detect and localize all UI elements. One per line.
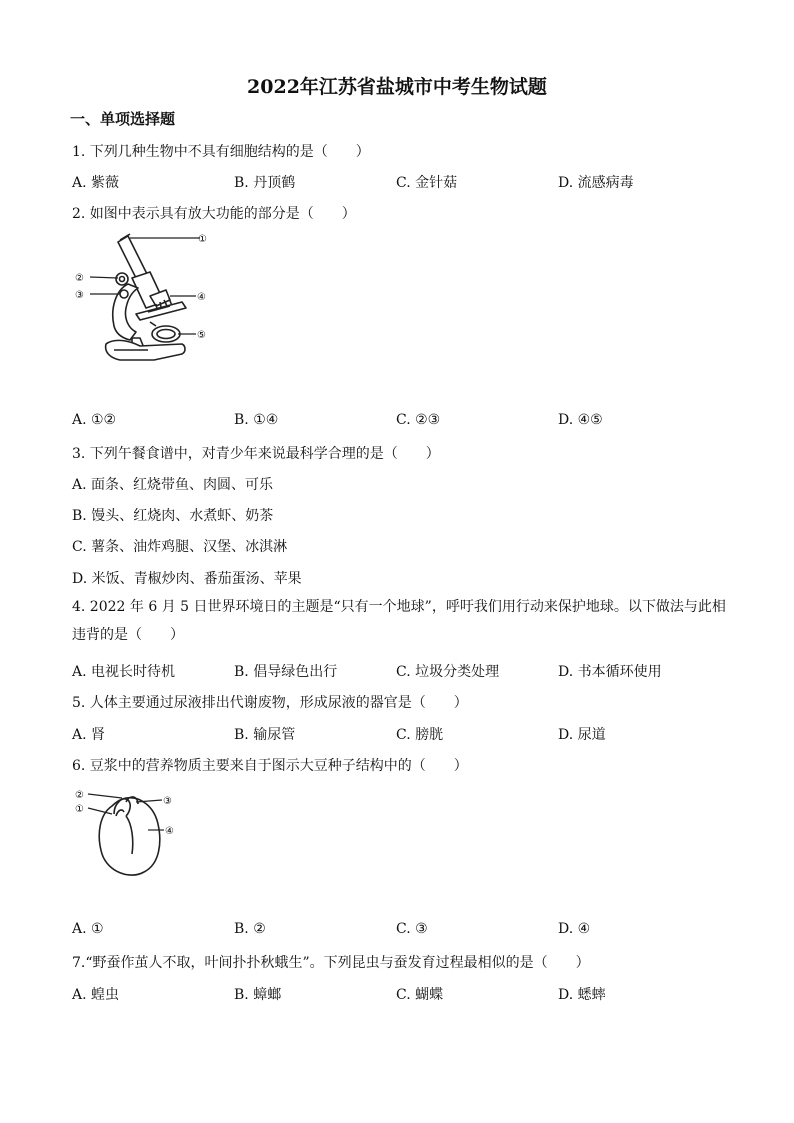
q2-option-c: C. ②③ [396, 412, 441, 428]
q2-option-d: D. ④⑤ [558, 412, 603, 428]
question-5-stem: 5. 人体主要通过尿液排出代谢废物，形成尿液的器官是（ ） [72, 695, 468, 711]
question-1-stem: 1. 下列几种生物中不具有细胞结构的是（ ） [72, 144, 370, 160]
microscope-label-4: ④ [197, 292, 206, 303]
q6-option-a: A. ① [72, 921, 104, 937]
seed-label-3: ③ [163, 796, 172, 807]
q2-option-a: A. ①② [72, 412, 117, 428]
microscope-label-1: ① [198, 234, 207, 245]
q7-option-a: A. 蝗虫 [72, 987, 120, 1003]
q3-option-b: B. 馒头、红烧肉、水煮虾、奶茶 [72, 508, 274, 524]
q2-option-b: B. ①④ [234, 412, 279, 428]
seed-label-1: ① [75, 804, 84, 815]
question-2-stem: 2. 如图中表示具有放大功能的部分是（ ） [72, 206, 356, 222]
q4-option-d: D. 书本循环使用 [558, 664, 662, 680]
q1-option-b: B. 丹顶鹤 [234, 175, 296, 191]
q1-option-a: A. 紫薇 [72, 175, 120, 191]
q7-option-d: D. 蟋蟀 [558, 987, 606, 1003]
q3-option-d: D. 米饭、青椒炒肉、番茄蛋汤、苹果 [72, 571, 302, 587]
question-7-stem: 7.“野蚕作茧人不取，叶间扑扑秋蛾生”。下列昆虫与蚕发育过程最相似的是（ ） [72, 955, 590, 971]
seed-label-4: ④ [165, 826, 174, 837]
q5-option-b: B. 输尿管 [234, 727, 296, 743]
page-title: 2022年江苏省盐城市中考生物试题 [247, 76, 547, 98]
question-3-stem: 3. 下列午餐食谱中，对青少年来说最科学合理的是（ ） [72, 446, 440, 462]
q7-option-b: B. 蟑螂 [234, 987, 282, 1003]
q1-option-c: C. 金针菇 [396, 175, 458, 191]
microscope-figure [70, 228, 220, 374]
q7-option-c: C. 蝴蝶 [396, 987, 444, 1003]
soybean-seed-figure [70, 784, 190, 884]
q6-option-b: B. ② [234, 921, 266, 937]
q5-option-a: A. 肾 [72, 727, 106, 743]
q4-option-c: C. 垃圾分类处理 [396, 664, 500, 680]
microscope-label-5: ⑤ [197, 330, 206, 341]
question-4-stem: 4. 2022 年 6 月 5 日世界环境日的主题是“只有一个地球”，呼吁我们用行动来保护地球。以下做法与此相违背的是（ ） [72, 599, 726, 643]
q4-option-b: B. 倡导绿色出行 [234, 664, 338, 680]
q5-option-c: C. 膀胱 [396, 727, 444, 743]
q5-option-d: D. 尿道 [558, 727, 606, 743]
seed-label-2: ② [75, 790, 84, 801]
q6-option-c: C. ③ [396, 921, 428, 937]
q1-option-d: D. 流感病毒 [558, 175, 634, 191]
microscope-label-2: ② [75, 273, 84, 284]
q3-option-a: A. 面条、红烧带鱼、肉圆、可乐 [72, 477, 274, 493]
microscope-label-3: ③ [75, 290, 84, 301]
q4-option-a: A. 电视长时待机 [72, 664, 176, 680]
q3-option-c: C. 薯条、油炸鸡腿、汉堡、冰淇淋 [72, 539, 288, 555]
question-6-stem: 6. 豆浆中的营养物质主要来自于图示大豆种子结构中的（ ） [72, 758, 468, 774]
q6-option-d: D. ④ [558, 921, 591, 937]
section-heading: 一、单项选择题 [70, 110, 176, 128]
